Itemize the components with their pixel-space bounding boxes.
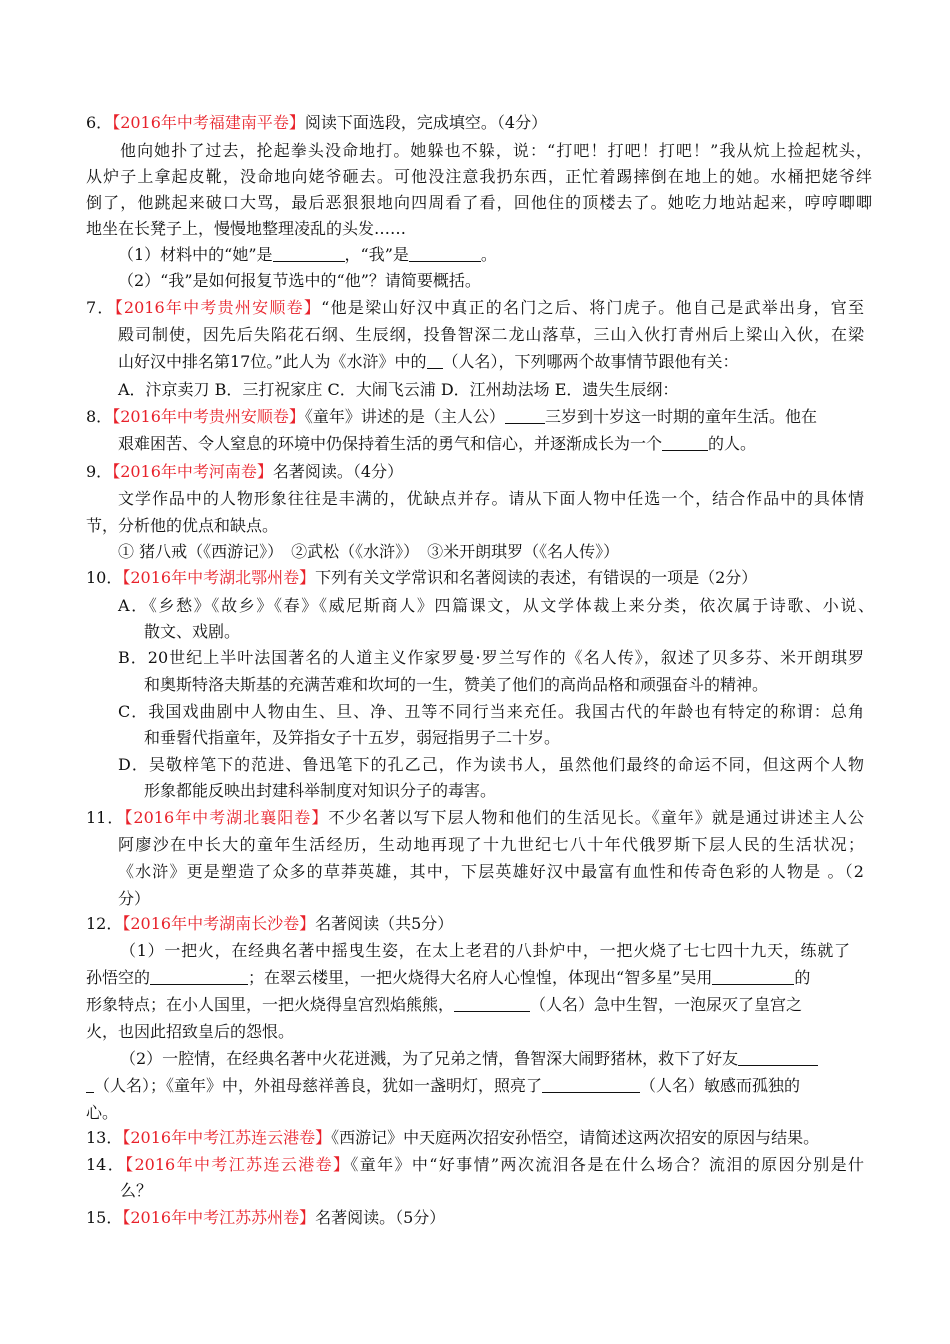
answer-blank[interactable] xyxy=(427,352,443,369)
question-number: 8． xyxy=(86,407,113,426)
passage-line: 从炉子上拿起皮靴，没命地向姥爷砸去。可他没注意我扔东西，正忙着踢摔倒在地上的她。水桶把姥爷绊 xyxy=(86,167,872,186)
question-11-line-4: 分） xyxy=(118,889,151,908)
sub-question-2: （2）“我”是如何报复节选中的“他”？请简要概括。 xyxy=(118,271,481,290)
question-11-line-3: 《水浒》更是塑造了众多的草莽英雄，其中，下层英雄好汉中最富有血性和传奇色彩的人物是 。（2 xyxy=(118,862,864,881)
answer-blank[interactable] xyxy=(86,1076,94,1093)
question-9-choices: ① 猪八戒（《西游记》） ②武松（《水浒》） ③米开朗琪罗（《名人传》） xyxy=(118,542,620,561)
option-b-line-2: 和奥斯特洛夫斯基的充满苦难和坎坷的一生，赞美了他们的高尚品格和顽强奋斗的精神。 xyxy=(144,675,769,694)
passage-line: 地坐在长凳子上，慢慢地整理凌乱的头发…… xyxy=(86,219,407,238)
part-1-line-2: 孙悟空的 ；在翠云楼里，一把火烧得大名府人心惶惶，体现出“智多星”吴用 的 xyxy=(86,968,811,987)
question-number: 9． xyxy=(86,462,113,481)
question-number: 6． xyxy=(86,113,113,132)
answer-blank[interactable] xyxy=(542,1076,640,1093)
part-1-line-3: 形象特点；在小人国里，一把火烧得皇宫烈焰熊熊， （人名）急中生智，一泡尿灭了皇宫之 xyxy=(86,995,803,1014)
source-tag: 【2016年中考江苏连云港卷】 xyxy=(122,1128,332,1147)
question-7-line-1: 7．【2016年中考贵州安顺卷】“他是梁山好汉中真正的名门之后、将门虎子。他自己是武举出身，官至 xyxy=(86,298,864,317)
question-number: 12． xyxy=(86,914,123,933)
answer-blank[interactable] xyxy=(662,434,708,451)
question-8-line-1: 8．【2016年中考贵州安顺卷】《童年》讲述的是（主人公） 三岁到十岁这一时期的童年生活。他在 xyxy=(86,407,817,426)
part-2-line-1: （2）一腔情，在经典名著中火花迸溅，为了兄弟之情，鲁智深大闹野猪林，救下了好友 xyxy=(120,1049,818,1069)
option-a-line-1: A．《乡愁》《故乡》《春》《威尼斯商人》四篇课文，从文学体裁上来分类，依次属于诗歌、小说、 xyxy=(118,596,874,615)
question-9-header: 9．【2016年中考河南卷】名著阅读。（4分） xyxy=(86,462,404,481)
question-11-line-2: 阿廖沙在中长大的童年生活经历，生动地再现了十九世纪七八十年代俄罗斯下层人民的生活状况； xyxy=(118,835,864,854)
question-number: 14． xyxy=(86,1155,126,1174)
question-11-line-1: 11．【2016年中考湖北襄阳卷】不少名著以写下层人物和他们的生活见长。《童年》就是通过讲述主人公 xyxy=(86,808,864,827)
source-tag: 【2016年中考湖南长沙卷】 xyxy=(122,914,316,933)
answer-blank[interactable] xyxy=(273,245,345,262)
answer-blank[interactable] xyxy=(409,245,481,262)
question-15: 15．【2016年中考江苏苏州卷】名著阅读。（5分） xyxy=(86,1208,446,1227)
question-13: 13．【2016年中考江苏连云港卷】《西游记》中天庭两次招安孙悟空，请简述这两次招安的原因与结果。 xyxy=(86,1128,820,1147)
sub-question-1: （1）材料中的“她”是 ，“我”是 。 xyxy=(118,245,497,264)
answer-blank[interactable] xyxy=(505,407,545,424)
source-tag: 【2016年中考贵州安顺卷】 xyxy=(114,298,322,317)
question-number: 7． xyxy=(86,298,115,317)
question-14-line-2: 么？ xyxy=(120,1181,153,1200)
option-d-line-2: 形象都能反映出封建科举制度对知识分子的毒害。 xyxy=(144,781,497,800)
question-9-line-2: 节，分析他的优点和缺点。 xyxy=(86,516,279,535)
question-7-line-2: 殿司制使，因先后失陷花石纲、生辰纲，投鲁智深二龙山落草，三山入伙打青州后上梁山入伙，在梁 xyxy=(118,325,864,344)
source-tag: 【2016年中考福建南平卷】 xyxy=(112,113,305,132)
question-6-header xyxy=(86,113,547,133)
part-2-line-3: 心。 xyxy=(86,1103,119,1122)
answer-blank[interactable] xyxy=(712,968,794,985)
answer-blank[interactable] xyxy=(738,1049,818,1066)
question-number: 13． xyxy=(86,1128,123,1147)
question-8-line-2: 艰难困苦、令人窒息的环境中仍保持着生活的勇气和信心，并逐渐成长为一个 的人。 xyxy=(118,434,757,453)
question-number: 15． xyxy=(86,1208,123,1227)
answer-blank[interactable] xyxy=(454,995,530,1012)
option-a-line-2: 散文、戏剧。 xyxy=(144,622,241,641)
question-12-header: 12．【2016年中考湖南长沙卷】名著阅读（共5分） xyxy=(86,914,454,933)
part-1-line-1: （1）一把火，在经典名著中摇曳生姿，在太上老君的八卦炉中，一把火烧了七七四十九天，练就了 xyxy=(120,941,850,960)
question-7-line-3: 山好汉中排名第17位。”此人为《水浒》中的 （人名），下列哪两个故事情节跟他有关： xyxy=(118,352,739,371)
passage-line: 倒了，他跳起来破口大骂，最后恶狠狠地向四周看了看，回他住的顶楼去了。她吃力地站起来，哼哼唧唧 xyxy=(86,193,872,212)
question-number: 10． xyxy=(86,568,123,587)
option-c-line-2: 和垂髫代指童年，及笄指女子十五岁，弱冠指男子二十岁。 xyxy=(144,728,561,747)
question-14-line-1: 14．【2016年中考江苏连云港卷】《童年》中“好事情”两次流泪各是在什么场合？流泪的原因分别是什 xyxy=(86,1155,864,1174)
question-9-line-1: 文学作品中的人物形象往往是丰满的，优缺点并存。请从下面人物中任选一个，结合作品中的具体情 xyxy=(118,489,864,508)
source-tag: 【2016年中考江苏苏州卷】 xyxy=(122,1208,316,1227)
part-1-line-4: 火，也因此招致皇后的怨恨。 xyxy=(86,1022,295,1041)
question-10-header: 10．【2016年中考湖北鄂州卷】下列有关文学常识和名著阅读的表述，有错误的一项是（2分） xyxy=(86,568,758,587)
passage-line: 他向她扑了过去，抡起拳头没命地打。她躲也不躲，说：“打吧！打吧！打吧！”我从炕上捡起枕头， xyxy=(120,141,872,160)
source-tag: 【2016年中考贵州安顺卷】 xyxy=(112,407,305,426)
source-tag: 【2016年中考湖北襄阳卷】 xyxy=(124,808,329,827)
part-2-line-2: （人名）；《童年》中，外祖母慈祥善良，犹如一盏明灯，照亮了 （人名）敏感而孤独的 xyxy=(86,1076,800,1096)
source-tag: 【2016年中考江苏连云港卷】 xyxy=(125,1155,351,1174)
option-b-line-1: B．20世纪上半叶法国著名的人道主义作家罗曼·罗兰写作的《名人传》，叙述了贝多芬、米开朗琪罗 xyxy=(118,648,864,667)
question-7-options: A．汴京卖刀 B．三打祝家庄 C．大闹飞云浦 D．江州劫法场 E．遗失生辰纲： xyxy=(118,380,679,399)
question-number: 11． xyxy=(86,808,125,827)
answer-blank[interactable] xyxy=(150,968,248,985)
source-tag: 【2016年中考湖北鄂州卷】 xyxy=(122,568,316,587)
question-prompt: 阅读下面选段，完成填空。（4分） xyxy=(304,113,548,132)
option-c-line-1: C．我国戏曲剧中人物由生、旦、净、丑等不同行当来充任。我国古代的年龄也有特定的称谓：总角 xyxy=(118,702,864,721)
source-tag: 【2016年中考河南卷】 xyxy=(112,462,273,481)
option-d-line-1: D．吴敬梓笔下的范进、鲁迅笔下的孔乙己，作为读书人，虽然他们最终的命运不同，但这两个人物 xyxy=(118,755,864,774)
